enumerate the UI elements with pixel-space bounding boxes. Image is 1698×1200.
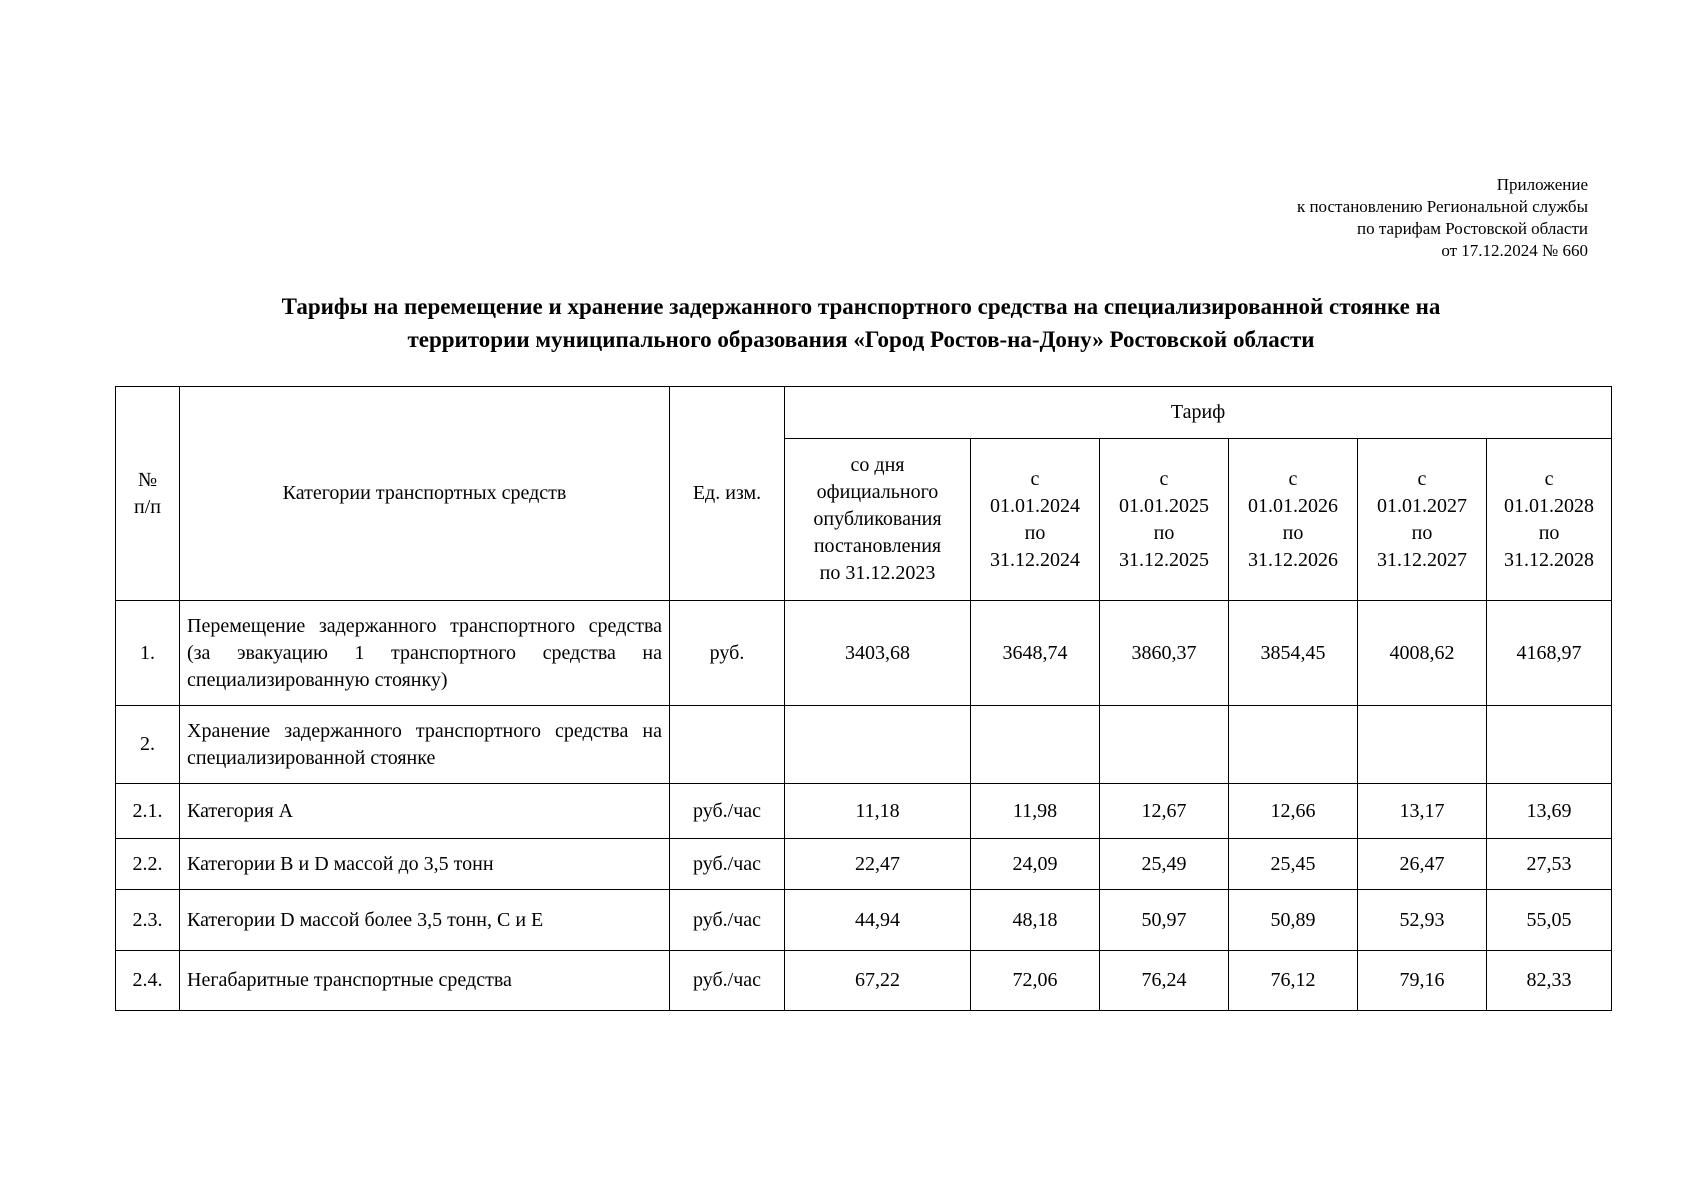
table-row xyxy=(116,951,1612,1011)
row-unit xyxy=(670,706,785,784)
row-num: 1. xyxy=(116,601,180,706)
row-value: 67,22 xyxy=(785,951,971,1011)
row-unit: руб./час xyxy=(670,951,785,1011)
row-value: 52,93 xyxy=(1358,890,1487,951)
row-value: 13,17 xyxy=(1358,784,1487,839)
row-value: 24,09 xyxy=(971,839,1100,890)
row-num: 2.3. xyxy=(116,890,180,951)
row-num: 2.1. xyxy=(116,784,180,839)
header-num: № п/п xyxy=(116,387,180,601)
appendix-line: по тарифам Ростовской области xyxy=(1357,219,1588,238)
row-value xyxy=(1229,706,1358,784)
header-category: Категории транспортных средств xyxy=(180,387,670,601)
row-value: 4168,97 xyxy=(1487,601,1612,706)
header-period: со дня официального опубликования постановления по 31.12.2023 xyxy=(785,439,971,601)
row-value: 3403,68 xyxy=(785,601,971,706)
header-row xyxy=(116,387,1612,439)
row-value: 3860,37 xyxy=(1100,601,1229,706)
row-value: 12,67 xyxy=(1100,784,1229,839)
header-period: с 01.01.2026 по 31.12.2026 xyxy=(1229,439,1358,601)
row-value: 25,45 xyxy=(1229,839,1358,890)
row-num: 2.4. xyxy=(116,951,180,1011)
appendix-line: Приложение xyxy=(1496,175,1588,194)
row-category: Категория A xyxy=(180,784,670,839)
row-value: 48,18 xyxy=(971,890,1100,951)
row-unit: руб./час xyxy=(670,890,785,951)
row-category: Категории B и D массой до 3,5 тонн xyxy=(180,839,670,890)
appendix-line: к постановлению Региональной службы xyxy=(1296,197,1588,216)
row-value xyxy=(1487,706,1612,784)
row-value: 44,94 xyxy=(785,890,971,951)
table-row xyxy=(116,601,1612,706)
row-value xyxy=(1358,706,1487,784)
header-period: с 01.01.2027 по 31.12.2027 xyxy=(1358,439,1487,601)
title-line: Тарифы на перемещение и хранение задержанного транспортного средства на специализированной стоянке на xyxy=(281,294,1441,319)
header-unit: Ед. изм. xyxy=(670,387,785,601)
row-category: Негабаритные транспортные средства xyxy=(180,951,670,1011)
row-value: 76,24 xyxy=(1100,951,1229,1011)
row-value: 3854,45 xyxy=(1229,601,1358,706)
row-unit: руб. xyxy=(670,601,785,706)
appendix-line: от 17.12.2024 № 660 xyxy=(1441,241,1588,260)
row-value: 11,18 xyxy=(785,784,971,839)
row-value: 22,47 xyxy=(785,839,971,890)
row-value xyxy=(971,706,1100,784)
row-num: 2.2. xyxy=(116,839,180,890)
appendix-note xyxy=(1297,174,1588,262)
table-row xyxy=(116,784,1612,839)
table-row xyxy=(116,839,1612,890)
table-row xyxy=(116,890,1612,951)
row-value xyxy=(1100,706,1229,784)
header-period: с 01.01.2025 по 31.12.2025 xyxy=(1100,439,1229,601)
row-value: 13,69 xyxy=(1487,784,1612,839)
row-value: 27,53 xyxy=(1487,839,1612,890)
row-value: 3648,74 xyxy=(971,601,1100,706)
tariffs-table xyxy=(115,386,1612,1011)
row-value: 79,16 xyxy=(1358,951,1487,1011)
row-unit: руб./час xyxy=(670,839,785,890)
row-category: Перемещение задержанного транспортного средства (за эвакуацию 1 транспортного средства на специализированную стоянку) xyxy=(180,601,670,706)
row-value: 25,49 xyxy=(1100,839,1229,890)
row-value: 26,47 xyxy=(1358,839,1487,890)
row-category: Категории D массой более 3,5 тонн, C и E xyxy=(180,890,670,951)
table-row xyxy=(116,706,1612,784)
row-value: 76,12 xyxy=(1229,951,1358,1011)
row-value: 50,97 xyxy=(1100,890,1229,951)
row-value: 72,06 xyxy=(971,951,1100,1011)
document-title xyxy=(115,290,1607,356)
row-value: 12,66 xyxy=(1229,784,1358,839)
row-num: 2. xyxy=(116,706,180,784)
row-value: 4008,62 xyxy=(1358,601,1487,706)
row-unit: руб./час xyxy=(670,784,785,839)
row-value: 82,33 xyxy=(1487,951,1612,1011)
row-category: Хранение задержанного транспортного средства на специализированной стоянке xyxy=(180,706,670,784)
title-line: территории муниципального образования «Город Ростов-на-Дону» Ростовской области xyxy=(407,327,1315,352)
header-tariff: Тариф xyxy=(785,387,1612,439)
row-value: 50,89 xyxy=(1229,890,1358,951)
header-period: с 01.01.2028 по 31.12.2028 xyxy=(1487,439,1612,601)
row-value: 11,98 xyxy=(971,784,1100,839)
header-period: с 01.01.2024 по 31.12.2024 xyxy=(971,439,1100,601)
row-value: 55,05 xyxy=(1487,890,1612,951)
row-value xyxy=(785,706,971,784)
